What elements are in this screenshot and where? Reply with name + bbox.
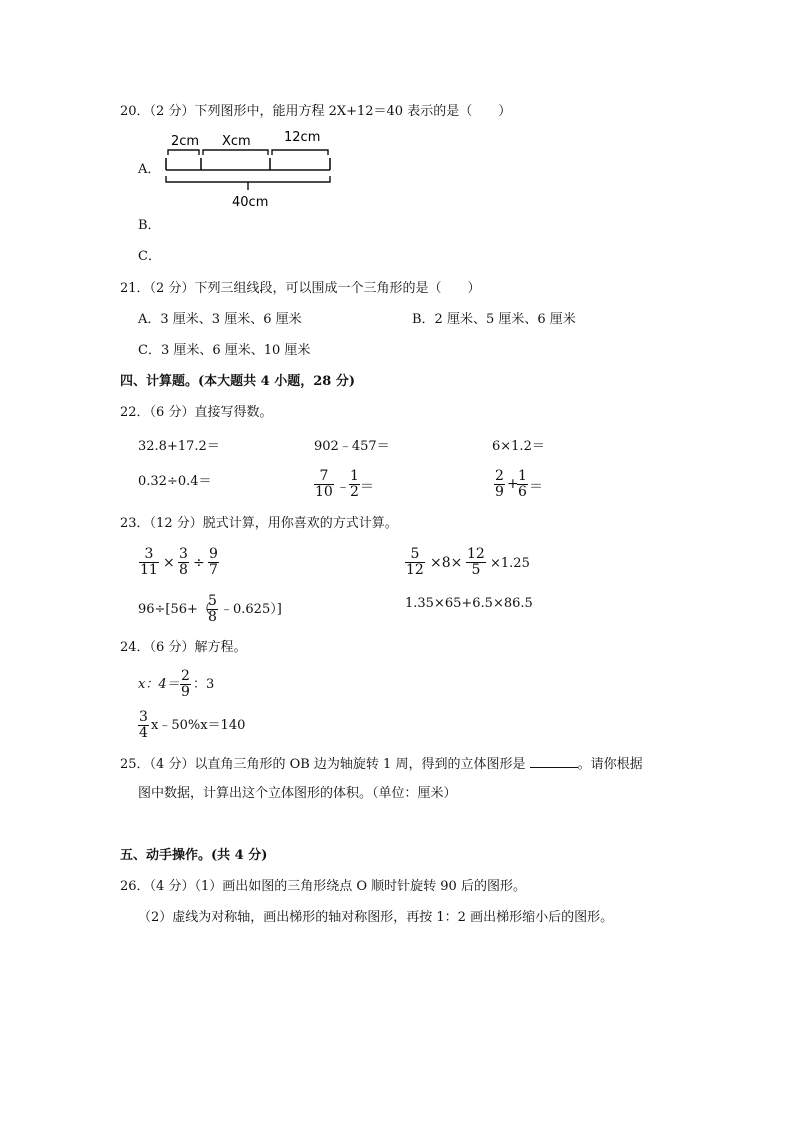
q22-expr-3: 6×1.2＝ (492, 439, 545, 454)
q25-line-1: 25．（4 分）以直角三角形的 OB 边为轴旋转 1 周，得到的立体图形是 。请你根据 (120, 757, 643, 772)
q20-option-a-label: A． (138, 162, 161, 177)
fraction: $\frac{3}{11}$ (140, 546, 158, 578)
fraction: $\frac{5}{12}$ (406, 546, 424, 578)
q23-expr-4: 1.35×65+6.5×86.5 (405, 596, 533, 611)
q25-line-2: 图中数据，计算出这个立体图形的体积。（单位：厘米） (138, 786, 457, 801)
q20-option-b-label: B． (138, 218, 161, 233)
fraction: $\frac{3}{4}$ (139, 709, 148, 741)
fraction: $\frac{5}{8}$ (208, 593, 217, 625)
q20-segment-diagram (160, 126, 340, 212)
q20-stem: 20．（2 分）下列图形中，能用方程 2X+12＝40 表示的是（ ） (120, 104, 512, 119)
fraction: $\frac{1}{2}$ (350, 468, 359, 500)
q24-stem: 24．（6 分）解方程。 (120, 640, 247, 655)
section-4-title: 四、计算题。(本大题共 4 小题，28 分) (120, 374, 356, 389)
q20-label-xcm: Xcm (222, 134, 251, 149)
q22-expr-2: 902﹣457＝ (314, 439, 390, 454)
q22-stem: 22．（6 分）直接写得数。 (120, 405, 273, 420)
q20-label-2cm: 2cm (171, 134, 200, 149)
section-5-title: 五、动手操作。(共 4 分) (120, 848, 268, 863)
q22-expr-1: 32.8+17.2＝ (138, 439, 220, 454)
fraction: $\frac{3}{8}$ (179, 546, 188, 578)
q20-option-c-label: C． (138, 249, 161, 264)
q23-stem: 23．（12 分）脱式计算，用你喜欢的方式计算。 (120, 516, 398, 531)
q21-option-c: C．3 厘米、6 厘米、10 厘米 (138, 343, 311, 358)
fraction: $\frac{2}{9}$ (495, 468, 504, 500)
q21-option-a: A．3 厘米、3 厘米、6 厘米 (138, 312, 302, 327)
q20-label-12cm: 12cm (284, 130, 321, 145)
fraction: $\frac{7}{10}$ (315, 468, 333, 500)
q26-line-1: 26．（4 分）（1）画出如图的三角形绕点 O 顺时针旋转 90 后的图形。 (120, 879, 526, 894)
q21-option-b: B．2 厘米、5 厘米、6 厘米 (412, 312, 576, 327)
q22-expr-4: 0.32÷0.4＝ (138, 474, 212, 489)
fraction: $\frac{12}{5}$ (467, 546, 485, 578)
q21-stem: 21．（2 分）下列三组线段，可以围成一个三角形的是（ ） (120, 281, 481, 296)
fraction: $\frac{1}{6}$ (518, 468, 527, 500)
fraction: $\frac{9}{7}$ (209, 546, 218, 578)
q20-label-40cm: 40cm (232, 195, 269, 210)
q26-line-2: （2）虚线为对称轴，画出梯形的轴对称图形，再按 1：2 画出梯形缩小后的图形。 (138, 910, 614, 925)
fraction: $\frac{2}{9}$ (181, 668, 190, 700)
q25-answer-blank (530, 755, 578, 768)
